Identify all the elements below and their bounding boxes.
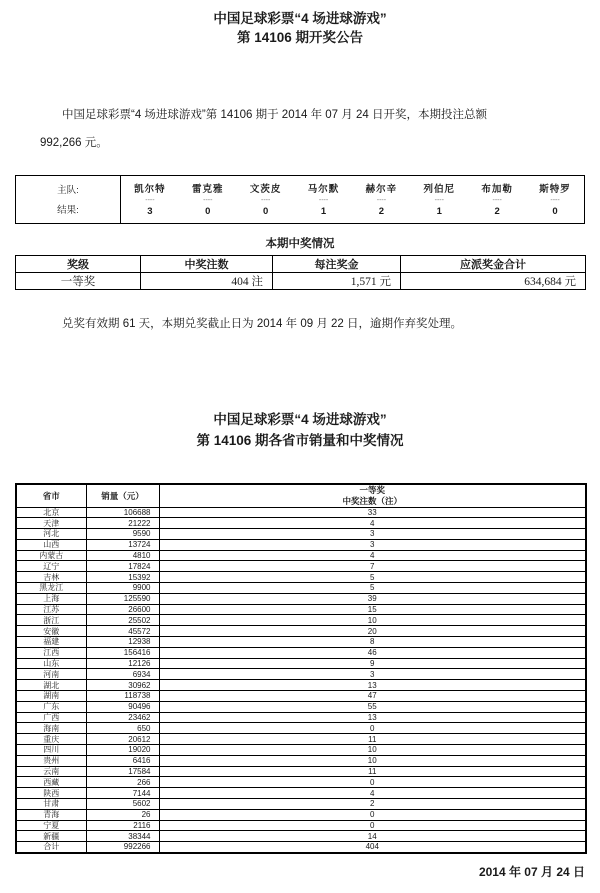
match-column: [526, 176, 584, 223]
separator-dashes: ----: [203, 197, 213, 204]
province-sales: 21222: [86, 518, 159, 529]
province-prize-count: 2: [159, 799, 586, 810]
province-title-line1: 中国足球彩票“4 场进球游戏”: [213, 412, 387, 427]
province-row: [16, 529, 586, 540]
province-row: [16, 755, 586, 766]
province-name: 河南: [16, 669, 86, 680]
home-team-label: 主队:: [57, 185, 79, 196]
province-sales: 12126: [86, 658, 159, 669]
province-row: [16, 669, 586, 680]
province-name: 山西: [16, 539, 86, 550]
province-name: 内蒙古: [16, 550, 86, 561]
province-prize-count: 46: [159, 647, 586, 658]
match-result: 0: [263, 206, 269, 217]
team-name: 赫尔辛: [365, 184, 398, 195]
separator-dashes: ----: [261, 197, 271, 204]
province-sales: 12938: [86, 637, 159, 648]
province-prize-count: 10: [159, 745, 586, 756]
province-sales: 25502: [86, 615, 159, 626]
province-header-sales: 销量（元）: [86, 484, 159, 507]
province-prize-count: 0: [159, 820, 586, 831]
separator-dashes: ----: [492, 197, 502, 204]
province-prize-count: 15: [159, 604, 586, 615]
province-prize-count: 5: [159, 572, 586, 583]
province-sales: 118738: [86, 691, 159, 702]
province-sales: 90496: [86, 701, 159, 712]
province-title-line2: 第 14106 期各省市销量和中奖情况: [196, 433, 404, 448]
match-result: 1: [436, 206, 442, 217]
province-row: [16, 842, 586, 853]
prize-header-row: [16, 256, 586, 273]
province-name: 湖北: [16, 680, 86, 691]
match-result: 0: [205, 206, 211, 217]
province-name: 海南: [16, 723, 86, 734]
province-sales: 992266: [86, 842, 159, 853]
province-prize-count: 0: [159, 777, 586, 788]
province-name: 河北: [16, 529, 86, 540]
province-prize-count: 4: [159, 550, 586, 561]
prize-level-value: 一等奖: [16, 273, 141, 290]
province-sales: 4810: [86, 550, 159, 561]
team-name: 布加勒: [481, 184, 513, 195]
province-prize-count: 0: [159, 723, 586, 734]
province-row: [16, 518, 586, 529]
prize-count-value: 404 注: [141, 273, 273, 290]
province-name: 甘肃: [16, 799, 86, 810]
province-sales: 15392: [86, 572, 159, 583]
prize-header-total: 应派奖金合计: [401, 256, 586, 273]
province-prize-count: 13: [159, 712, 586, 723]
province-name: 山东: [16, 658, 86, 669]
prize-header-level: 奖级: [16, 256, 141, 273]
province-prize-count: 10: [159, 755, 586, 766]
province-prize-count: 9: [159, 658, 586, 669]
prize-section-title: 本期中奖情况: [265, 238, 335, 250]
province-prize-count: 8: [159, 637, 586, 648]
province-name: 江苏: [16, 604, 86, 615]
province-prize-count: 3: [159, 669, 586, 680]
province-prize-count: 33: [159, 507, 586, 518]
province-sales: 26: [86, 809, 159, 820]
province-sales: 125590: [86, 593, 159, 604]
team-name: 凯尔特: [134, 184, 166, 195]
match-result: 2: [494, 206, 500, 217]
province-row: [16, 809, 586, 820]
intro-line2: 992,266 元。: [40, 137, 108, 149]
province-row: [16, 777, 586, 788]
separator-dashes: ----: [550, 197, 560, 204]
province-name: 福建: [16, 637, 86, 648]
prize-header-count: 中奖注数: [141, 256, 273, 273]
province-prize-count: 39: [159, 593, 586, 604]
province-row: [16, 712, 586, 723]
province-header-row: [16, 484, 586, 507]
province-row: [16, 561, 586, 572]
province-name: 新疆: [16, 831, 86, 842]
province-row: [16, 734, 586, 745]
province-section-title: [0, 409, 600, 451]
province-name: 上海: [16, 593, 86, 604]
province-row: [16, 745, 586, 756]
separator-dashes: ----: [434, 197, 444, 204]
team-name: 列伯尼: [423, 184, 456, 195]
province-row: [16, 550, 586, 561]
province-prize-count: 4: [159, 788, 586, 799]
prize-table: [15, 255, 586, 290]
province-name: 黑龙江: [16, 583, 86, 594]
province-header-prize-line1: 一等奖: [359, 485, 385, 496]
province-prize-count: 404: [159, 842, 586, 853]
separator-dashes: ----: [318, 197, 329, 204]
prize-header-per-bet: 每注奖金: [273, 256, 401, 273]
province-prize-count: 3: [159, 529, 586, 540]
announcement-title-line1: 中国足球彩票“4 场进球游戏”: [213, 11, 387, 26]
province-row: [16, 788, 586, 799]
intro-paragraph: [40, 101, 570, 157]
match-result: 3: [147, 206, 153, 217]
separator-dashes: ----: [376, 197, 387, 204]
province-row: [16, 539, 586, 550]
result-label: 结果:: [57, 205, 79, 216]
province-sales: 17584: [86, 766, 159, 777]
province-sales-table: [15, 483, 587, 854]
province-row: [16, 507, 586, 518]
province-prize-count: 55: [159, 701, 586, 712]
team-name: 斯特罗: [539, 184, 571, 195]
province-name: 安徽: [16, 626, 86, 637]
prize-per-bet-value: 1,571 元: [273, 273, 401, 290]
province-row: [16, 820, 586, 831]
province-name: 西藏: [16, 777, 86, 788]
province-tbody: [16, 507, 586, 853]
province-name: 北京: [16, 507, 86, 518]
province-sales: 156416: [86, 647, 159, 658]
province-name: 贵州: [16, 755, 86, 766]
province-name: 宁夏: [16, 820, 86, 831]
province-sales: 19020: [86, 745, 159, 756]
province-name: 广西: [16, 712, 86, 723]
province-row: [16, 766, 586, 777]
province-name: 青海: [16, 809, 86, 820]
province-sales: 2116: [86, 820, 159, 831]
announcement-title-line2: 第 14106 期开奖公告: [236, 30, 364, 45]
province-row: [16, 615, 586, 626]
province-row: [16, 723, 586, 734]
province-name: 吉林: [16, 572, 86, 583]
province-sales: 13724: [86, 539, 159, 550]
province-prize-count: 11: [159, 734, 586, 745]
match-result: 2: [378, 206, 385, 217]
separator-dashes: ----: [145, 197, 155, 204]
province-prize-count: 0: [159, 809, 586, 820]
province-row: [16, 593, 586, 604]
match-column: [179, 176, 237, 223]
province-sales: 6934: [86, 669, 159, 680]
province-row: [16, 701, 586, 712]
prize-total-value: 634,684 元: [401, 273, 586, 290]
team-name: 文茨皮: [249, 184, 282, 195]
province-row: [16, 572, 586, 583]
province-prize-count: 13: [159, 680, 586, 691]
province-row: [16, 799, 586, 810]
province-row: [16, 626, 586, 637]
match-column: [410, 176, 468, 223]
province-header-prize-line2: 中奖注数（注）: [342, 495, 402, 506]
province-name: 浙江: [16, 615, 86, 626]
province-prize-count: 5: [159, 583, 586, 594]
province-sales: 9590: [86, 529, 159, 540]
province-prize-count: 20: [159, 626, 586, 637]
team-name: 雷克雅: [192, 184, 224, 195]
province-name: 合计: [16, 842, 86, 853]
province-sales: 106688: [86, 507, 159, 518]
province-row: [16, 680, 586, 691]
province-prize-count: 14: [159, 831, 586, 842]
province-name: 四川: [16, 745, 86, 756]
province-sales: 38344: [86, 831, 159, 842]
province-sales: 23462: [86, 712, 159, 723]
match-column: [353, 176, 411, 223]
announcement-title: [0, 0, 600, 47]
province-name: 江西: [16, 647, 86, 658]
province-header-prize: [159, 484, 586, 507]
match-label-column: [16, 176, 121, 223]
province-row: [16, 658, 586, 669]
province-name: 重庆: [16, 734, 86, 745]
province-name: 云南: [16, 766, 86, 777]
province-sales: 6416: [86, 755, 159, 766]
province-sales: 9900: [86, 583, 159, 594]
province-sales: 266: [86, 777, 159, 788]
province-sales: 20612: [86, 734, 159, 745]
match-column: [468, 176, 526, 223]
province-sales: 5602: [86, 799, 159, 810]
province-prize-count: 4: [159, 518, 586, 529]
province-sales: 45572: [86, 626, 159, 637]
province-header-name: 省市: [16, 484, 86, 507]
province-prize-count: 3: [159, 539, 586, 550]
province-sales: 17824: [86, 561, 159, 572]
province-row: [16, 647, 586, 658]
province-name: 广东: [16, 701, 86, 712]
match-results-table: [15, 175, 585, 224]
province-prize-count: 7: [159, 561, 586, 572]
match-result: 0: [552, 206, 558, 217]
team-name: 马尔默: [307, 184, 340, 195]
province-row: [16, 583, 586, 594]
province-sales: 7144: [86, 788, 159, 799]
province-prize-count: 47: [159, 691, 586, 702]
province-row: [16, 604, 586, 615]
footer-date: 2014 年 07 月 24 日: [478, 864, 585, 879]
province-name: 天津: [16, 518, 86, 529]
province-sales: 26600: [86, 604, 159, 615]
province-prize-count: 10: [159, 615, 586, 626]
match-column: [295, 176, 353, 223]
province-sales: 650: [86, 723, 159, 734]
province-sales: 30962: [86, 680, 159, 691]
province-row: [16, 691, 586, 702]
province-name: 湖南: [16, 691, 86, 702]
prize-row-first: [16, 273, 586, 290]
province-name: 陕西: [16, 788, 86, 799]
match-columns: [121, 176, 584, 223]
match-column: [237, 176, 295, 223]
intro-line1: 中国足球彩票“4 场进球游戏”第 14106 期于 2014 年 07 月 24 日开奖，本期投注总额: [62, 109, 487, 121]
province-row: [16, 831, 586, 842]
redemption-note: 兑奖有效期 61 天，本期兑奖截止日为 2014 年 09 月 22 日，逾期作弃奖处理。: [62, 318, 463, 330]
province-row: [16, 637, 586, 648]
match-column: [121, 176, 179, 223]
match-result: 1: [320, 206, 327, 217]
province-prize-count: 11: [159, 766, 586, 777]
province-name: 辽宁: [16, 561, 86, 572]
